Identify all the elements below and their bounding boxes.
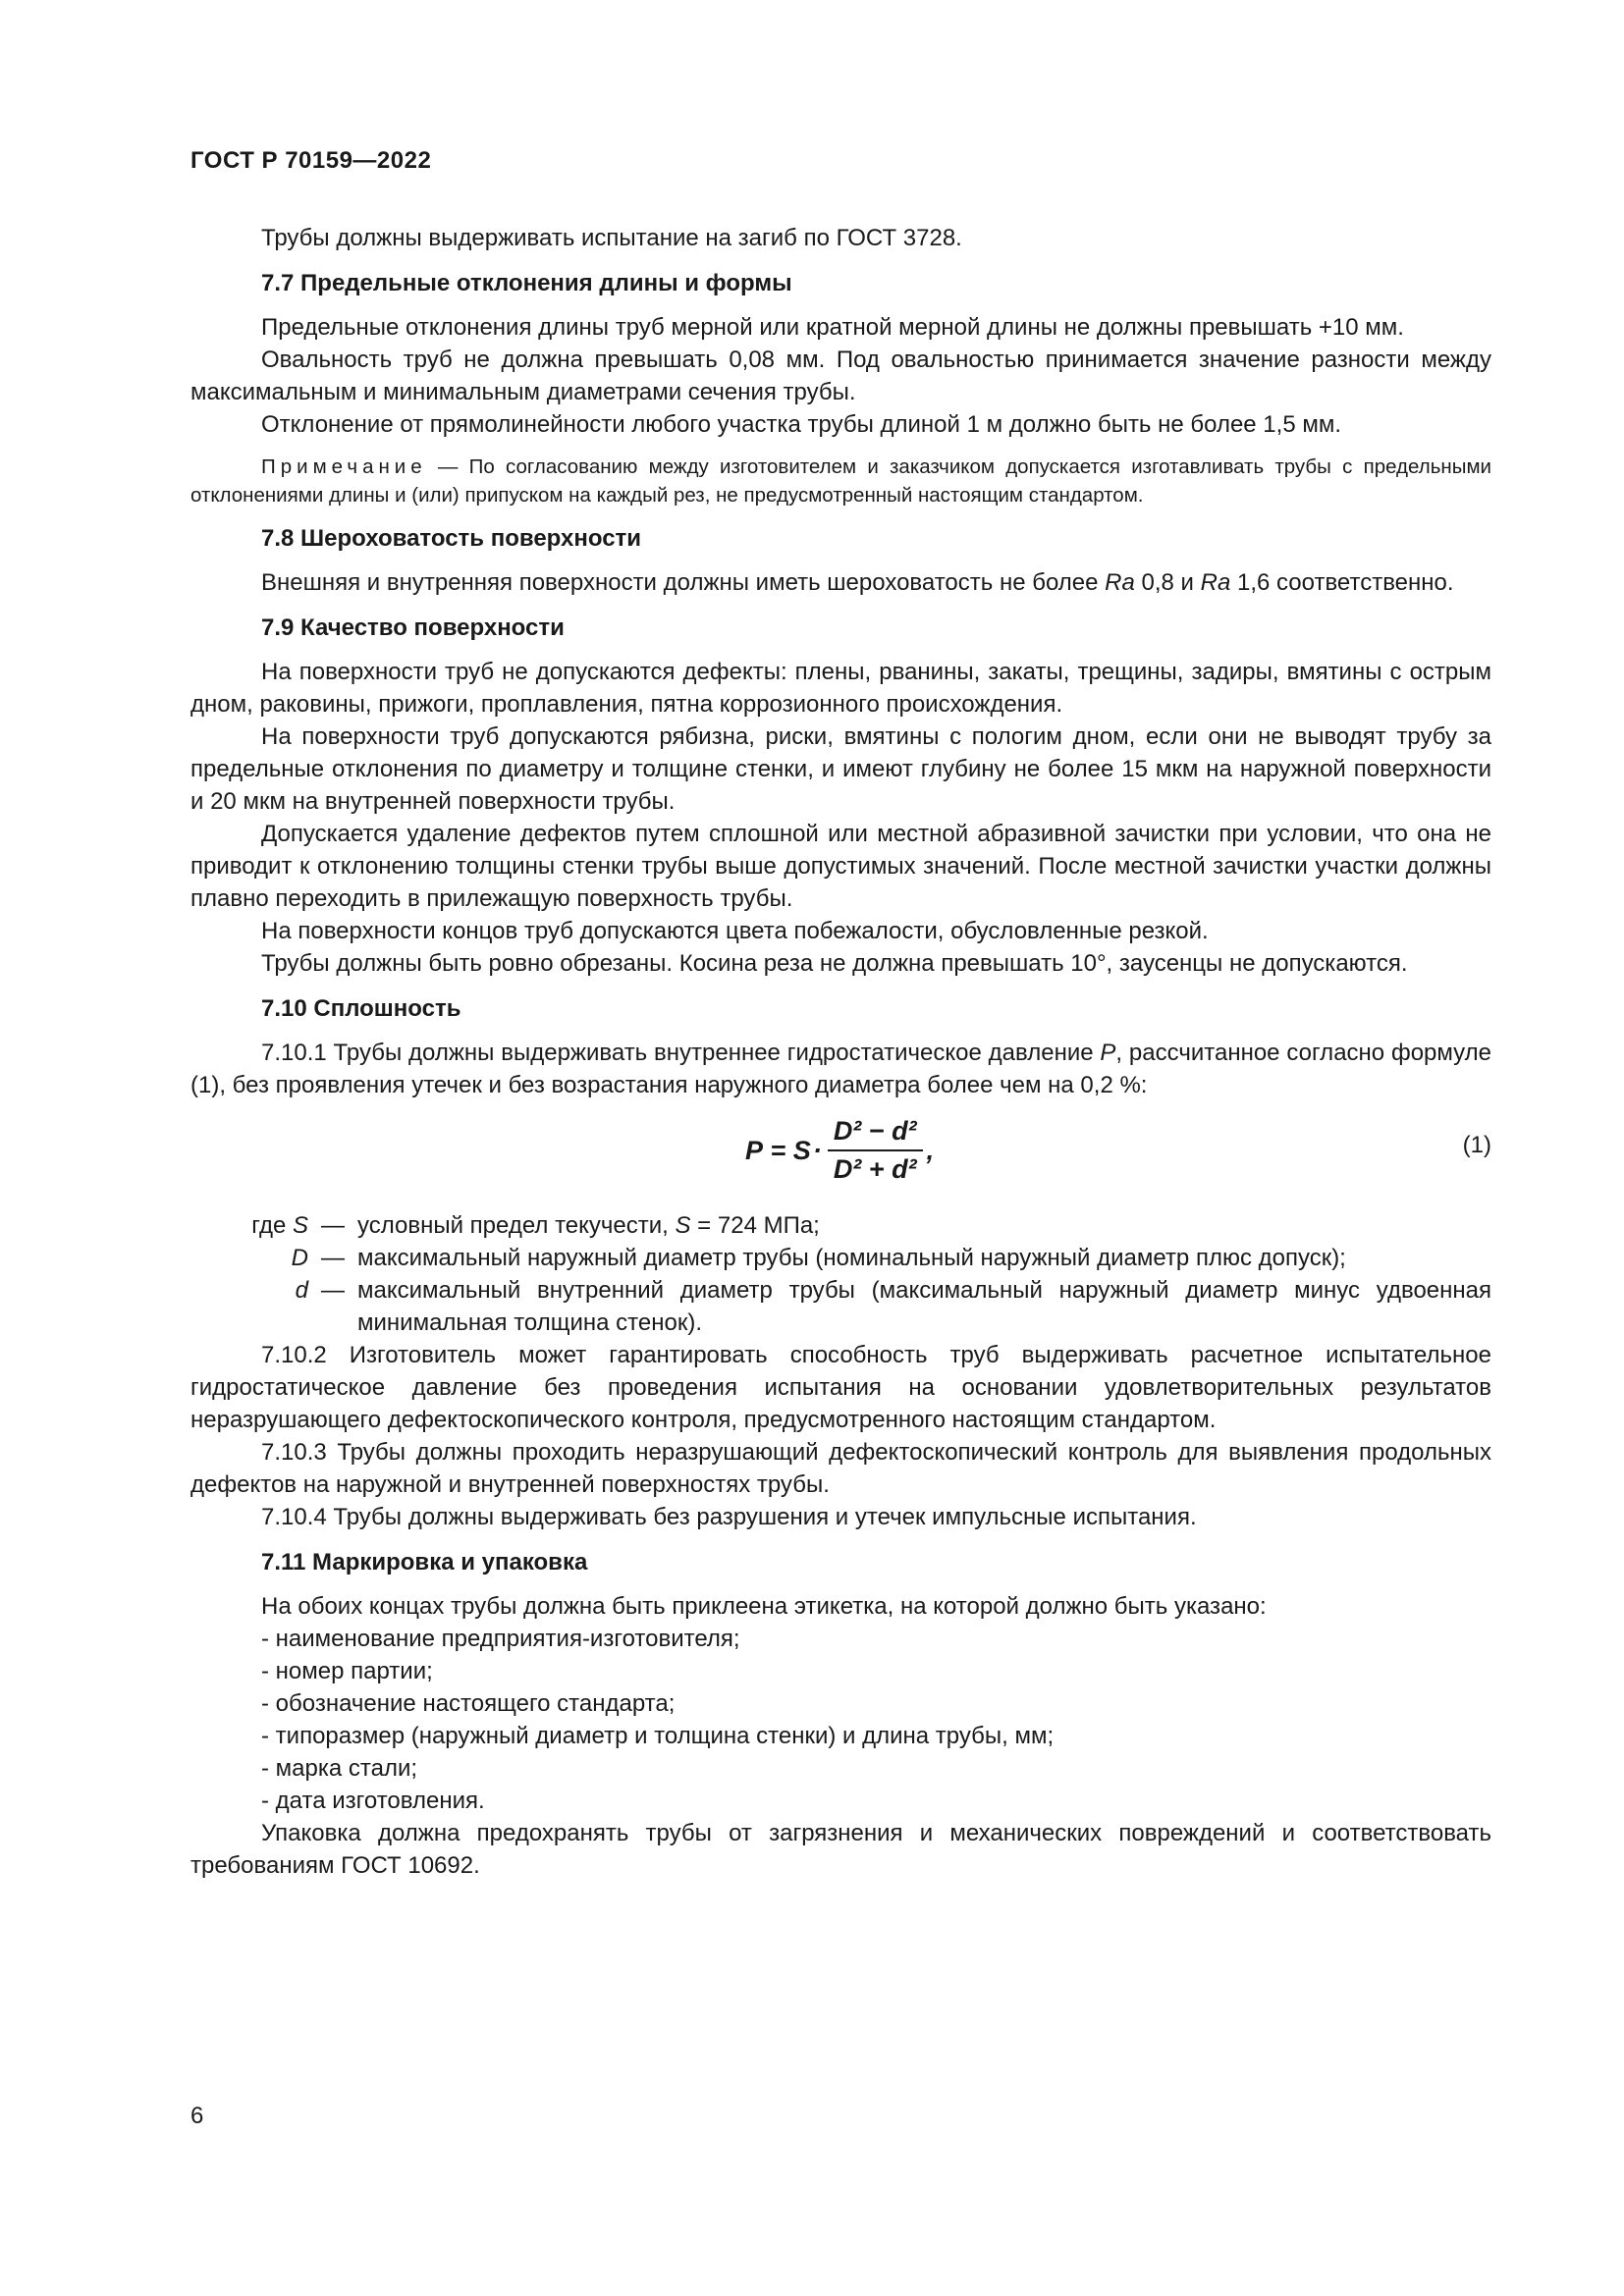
formula-1 — [190, 1109, 1491, 1203]
formula-s: S — [792, 1135, 811, 1165]
definition-symbol: d — [295, 1277, 308, 1304]
section-7-10-4-paragraph: 7.10.4 Трубы должны выдерживать без разрушения и утечек импульсные испытания. — [261, 1504, 1197, 1530]
section-7-10-heading: 7.10 Сплошность — [261, 995, 461, 1022]
definition-d-upper — [190, 1242, 1491, 1274]
section-7-8-paragraph — [190, 566, 1491, 599]
section-7-10-1-paragraph — [190, 1037, 1491, 1101]
section-7-11-paragraph-1: На обоих концах трубы должна быть приклеена этикетка, на которой должно быть указано: — [261, 1593, 1267, 1620]
pressure-text-b: , рассчитанное согласно формуле (1), без проявления утечек и без возрастания наружного диаметра более чем на 0,2 %: — [190, 1040, 1491, 1098]
section-7-10-2-paragraph: 7.10.2 Изготовитель может гарантировать способность труб выдерживать расчетное испытательное гидростатическое давление без проведения испытания на основании удовлетворительных результатов неразрушающего дефектоскопического контроля, предусмотренного настоящим стандартом. — [190, 1342, 1491, 1433]
list-item: - дата изготовления. — [261, 1785, 1491, 1817]
section-7-9-heading: 7.9 Качество поверхности — [261, 614, 565, 641]
formula-lhs: P — [745, 1135, 764, 1165]
section-7-11-heading: 7.11 Маркировка и упаковка — [261, 1549, 588, 1575]
formula-definitions — [190, 1209, 1491, 1339]
section-7-10-3-paragraph: 7.10.3 Трубы должны проходить неразрушающий дефектоскопический контроль для выявления продольных дефектов на наружной и внутренней поверхностях трубы. — [190, 1439, 1491, 1498]
where-label: где — [251, 1212, 287, 1239]
section-7-7-paragraph-1: Предельные отклонения длины труб мерной или кратной мерной длины не должны превышать +10 мм. — [261, 314, 1404, 341]
section-7-9-paragraph-1: На поверхности труб не допускаются дефекты: плены, рванины, закаты, трещины, задиры, вмятины с острым дном, раковины, прижоги, проплавления, пятна коррозионного происхождения. — [190, 659, 1491, 718]
pressure-var: P — [1100, 1040, 1116, 1066]
note-label: Примечание — [261, 455, 427, 478]
list-item: - наименование предприятия-изготовителя; — [261, 1623, 1491, 1655]
section-7-9-paragraph-2: На поверхности труб допускаются рябизна, риски, вмятины с пологим дном, если они не выводят трубу за предельные отклонения по диаметру и толщине стенки, и имеют глубину не более 15 мкм на наружной поверхности и 20 мкм на внутренней поверхности трубы. — [190, 723, 1491, 815]
section-7-7-heading: 7.7 Предельные отклонения длины и формы — [261, 270, 792, 296]
roughness-value-2: 1,6 соответственно. — [1230, 569, 1454, 596]
roughness-text-a: Внешняя и внутренняя поверхности должны иметь шероховатость не более — [261, 569, 1106, 596]
section-7-7-note — [190, 453, 1491, 509]
section-7-9-paragraph-4: На поверхности концов труб допускаются цвета побежалости, обусловленные резкой. — [261, 918, 1209, 944]
list-item: - марка стали; — [261, 1752, 1491, 1785]
list-item: - номер партии; — [261, 1655, 1491, 1687]
document-header: ГОСТ Р 70159—2022 — [190, 147, 432, 174]
formula-number: (1) — [1462, 1132, 1491, 1158]
formula-dot: · — [812, 1135, 822, 1165]
definition-symbol: где S — [251, 1212, 308, 1239]
label-contents-list — [190, 1623, 1491, 1817]
formula-expression — [745, 1115, 934, 1186]
definition-text: максимальный наружный диаметр трубы (номинальный наружный диаметр плюс допуск); — [357, 1245, 1346, 1271]
section-7-11-paragraph-2: Упаковка должна предохранять трубы от загрязнения и механических повреждений и соответствовать требованиям ГОСТ 10692. — [190, 1820, 1491, 1879]
formula-equals: = — [763, 1135, 793, 1165]
pressure-text-a: 7.10.1 Трубы должны выдерживать внутреннее гидростатическое давление — [261, 1040, 1101, 1066]
definition-symbol: D — [291, 1245, 308, 1271]
formula-fraction — [828, 1115, 923, 1186]
list-item: - типоразмер (наружный диаметр и толщина стенки) и длина трубы, мм; — [261, 1720, 1491, 1752]
definition-text: условный предел текучести, S = 724 МПа; — [357, 1212, 820, 1239]
definition-d-lower — [190, 1274, 1491, 1339]
section-7-9-paragraph-3: Допускается удаление дефектов путем сплошной или местной абразивной зачистки при условии, что она не приводит к отклонению толщины стенки трубы выше допустимых значений. После местной зачистки участки должны плавно переходить в прилежащую поверхность трубы. — [190, 821, 1491, 912]
section-7-7-paragraph-2: Овальность труб не должна превышать 0,08 мм. Под овальностью принимается значение разности между максимальным и минимальным диаметрами сечения трубы. — [190, 347, 1491, 405]
definition-dash: — — [321, 1245, 345, 1271]
intro-paragraph: Трубы должны выдерживать испытание на загиб по ГОСТ 3728. — [261, 225, 962, 251]
ra-symbol-1: Ra — [1105, 569, 1135, 596]
definition-dash: — — [321, 1212, 345, 1239]
ra-symbol-2: Ra — [1200, 569, 1231, 596]
section-7-9-paragraph-5: Трубы должны быть ровно обрезаны. Косина реза не должна превышать 10°, заусенцы не допускаются. — [261, 950, 1408, 977]
section-7-8-heading: 7.8 Шероховатость поверхности — [261, 525, 642, 552]
section-7-7-paragraph-3: Отклонение от прямолинейности любого участка трубы длиной 1 м должно быть не более 1,5 мм. — [261, 411, 1342, 438]
roughness-value-1: 0,8 и — [1134, 569, 1201, 596]
formula-numerator: D² − d² — [828, 1115, 923, 1151]
document-body — [190, 222, 1491, 1882]
page-number: 6 — [190, 2103, 204, 2129]
formula-denominator: D² + d² — [833, 1154, 917, 1184]
note-text: — По согласованию между изготовителем и заказчиком допускается изготавливать трубы с предельными отклонениями длины и (или) припуском на каждый рез, не предусмотренный настоящим стандартом. — [190, 455, 1491, 507]
definition-s — [190, 1209, 1491, 1242]
formula-comma: , — [926, 1135, 935, 1165]
definition-dash: — — [321, 1277, 345, 1304]
list-item: - обозначение настоящего стандарта; — [261, 1687, 1491, 1720]
definition-text: максимальный внутренний диаметр трубы (максимальный наружный диаметр минус удвоенная минимальная толщина стенок). — [357, 1277, 1491, 1336]
